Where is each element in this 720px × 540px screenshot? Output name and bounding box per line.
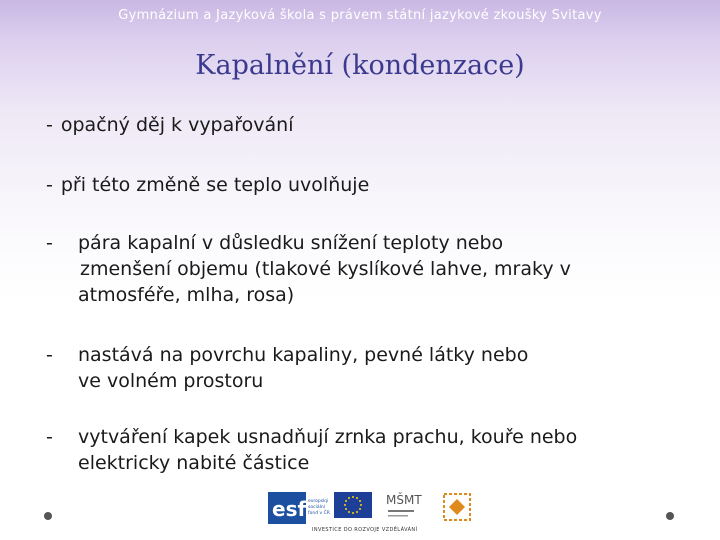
funding-logos [262,486,482,536]
op-logo [440,490,474,524]
list-item [46,112,294,138]
eu-flag-icon [334,492,372,518]
item-text: pára kapalní v důsledku snížení teploty nebo [78,232,504,254]
list-item [46,230,571,308]
slide-title: Kapalnění (kondenzace) [195,50,525,81]
dash-marker: - [46,174,53,196]
item-text-cont: zmenšení objemu (tlakové kyslíkové lahve, mraky v [80,258,571,280]
dash-marker: - [46,344,53,366]
svg-text:evropský: evropský [308,499,329,504]
item-text-cont: elektricky nabité částice [78,452,310,474]
item-text: vytváření kapek usnadňují zrnka prachu, kouře nebo [78,426,578,448]
list-item [46,172,369,198]
item-text: při této změně se teplo uvolňuje [60,174,370,196]
dash-marker: - [46,114,53,136]
msmt-logo [384,488,422,526]
esf-text: esf [272,497,307,521]
svg-text:sociální: sociální [308,505,325,510]
item-text-cont: ve volném prostoru [78,370,264,392]
school-header: Gymnázium a Jazyková škola s právem státní jazykové zkoušky Svitavy [118,8,602,23]
item-text-cont: atmosféře, mlha, rosa) [78,284,295,306]
list-item [46,424,577,476]
dash-marker: - [46,426,53,448]
item-text: opačný děj k vypařování [60,114,294,136]
item-text: nastává na povrchu kapaliny, pevné látky nebo [78,344,529,366]
msmt-text: MŠMT [386,493,422,507]
corner-dot-left [44,512,52,520]
logo-caption: INVESTICE DO ROZVOJE VZDĚLÁVÁNÍ [312,527,418,533]
list-item [46,342,528,394]
dash-marker: - [46,232,53,254]
svg-text:fond v ČR: fond v ČR [308,511,330,516]
esf-logo [268,492,332,524]
corner-dot-right [666,512,674,520]
